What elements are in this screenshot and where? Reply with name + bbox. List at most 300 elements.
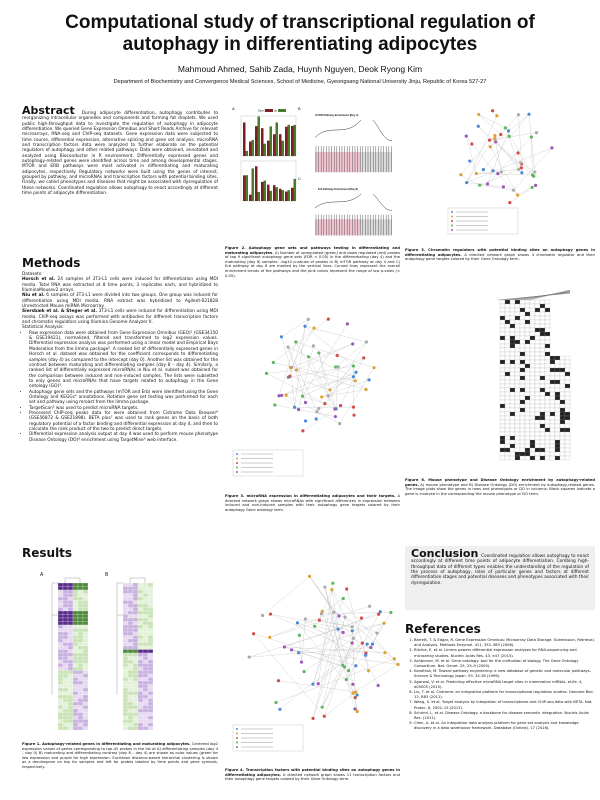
matrix-cell [540, 416, 545, 420]
heatmap-cell [78, 608, 83, 612]
matrix-cell [545, 448, 550, 452]
matrix-cell [535, 388, 540, 392]
matrix-cell [520, 320, 525, 324]
network-edge [281, 319, 308, 336]
matrix-cell [525, 328, 530, 332]
network-node [312, 327, 315, 330]
heatmap-cell [73, 706, 78, 710]
matrix-cell [530, 396, 535, 400]
network-node [352, 406, 355, 409]
heatmap-cell [78, 723, 83, 727]
heatmap-cell [83, 597, 88, 601]
network-node [366, 643, 369, 646]
matrix-cell [505, 368, 510, 372]
matrix-cell [565, 404, 570, 408]
matrix-cell [520, 400, 525, 404]
dataset-item: Niu et al. 6 samples of 3T3-L1 were divided into two groups. One group was induced for differentiation using MDI media. RNA extract was hybridized to Agilent-021828 Unrestricted Mouse miRNA Microarray. [22, 293, 218, 310]
matrix-cell [560, 396, 565, 400]
matrix-cell [515, 340, 520, 344]
heatmap-cell [73, 688, 78, 692]
network-node [294, 340, 297, 343]
heatmap-cell [143, 632, 148, 636]
network-edge [270, 606, 370, 637]
matrix-cell [530, 332, 535, 336]
heatmap-cell [128, 671, 133, 675]
heatmap-cell [138, 608, 143, 612]
matrix-cell [530, 408, 535, 412]
heatmap-cell [128, 657, 133, 661]
matrix-cell [545, 316, 550, 320]
network-node [317, 407, 320, 410]
matrix-cell [525, 428, 530, 432]
matrix-cell [515, 440, 520, 444]
matrix-cell [520, 324, 525, 328]
network-edge [275, 405, 336, 417]
matrix-cell [545, 384, 550, 388]
conclusion-text: Coordinated regulation allows autophagy to enact accordingly at different time points of adipocyte differentiation. Combing high-throughput data of different types enables the understanding of the regulation of the process of autophagy, roles of particular genes and factors at different differentiation stages and potential diseases and phenotypes associated with their dysregulation. [411, 554, 590, 586]
heatmap-cell [123, 702, 128, 706]
network-node [304, 401, 307, 404]
network-edge [299, 346, 314, 410]
matrix-cell [525, 320, 530, 324]
heatmap-cell [58, 723, 63, 727]
matrix-cell [520, 432, 525, 436]
matrix-cell [520, 304, 525, 308]
heatmap-cell [73, 678, 78, 682]
matrix-cell [510, 428, 515, 432]
heatmap-cell [133, 639, 138, 643]
matrix-cell [545, 424, 550, 428]
matrix-cell [530, 424, 535, 428]
matrix-cell [540, 388, 545, 392]
matrix-cell [535, 420, 540, 424]
network-node [361, 641, 364, 644]
heatmap-cell [78, 601, 83, 605]
heatmap-cell [148, 646, 153, 650]
heatmap-cell [133, 625, 138, 629]
heatmap-cell [148, 618, 153, 622]
matrix-cell [550, 424, 555, 428]
matrix-cell [525, 344, 530, 348]
network-node [307, 355, 310, 358]
heatmap-cell [143, 639, 148, 643]
heatmap-cell [78, 650, 83, 654]
network-node [507, 129, 510, 132]
matrix-cell [540, 300, 545, 304]
heatmap-cell [148, 583, 153, 587]
heatmap-cell [68, 653, 73, 657]
matrix-cell [520, 300, 525, 304]
fig4-tf-network [228, 545, 400, 760]
matrix-cell [505, 372, 510, 376]
heatmap-cell [133, 723, 138, 727]
heatmap-cell [68, 681, 73, 685]
network-node [317, 682, 320, 685]
network-node [343, 615, 346, 618]
network-node [350, 641, 353, 644]
heatmap-cell [68, 611, 73, 615]
matrix-cell [545, 312, 550, 316]
matrix-cell [530, 344, 535, 348]
matrix-cell [530, 304, 535, 308]
heatmap-cell [63, 660, 68, 664]
methods-section [22, 272, 218, 443]
heatmap-cell [78, 583, 83, 587]
matrix-cell [510, 420, 515, 424]
heatmap-cell [73, 604, 78, 608]
heatmap-cell [78, 716, 83, 720]
heatmap-cell [128, 678, 133, 682]
stats-item: • Processed ChIP-seq peaks data for were obtained from Cistrome Data Browser⁶ (GSE56872 & GSE21898). BETA plus⁷ was used to rank genes on the basis of both regulatory potential of a factor binding and differential expression at day 4, and then to calculate the rank product of the two to predict direct targets. [29, 411, 218, 432]
heatmap-cell [138, 664, 143, 668]
matrix-cell [535, 432, 540, 436]
matrix-cell [520, 340, 525, 344]
matrix-cell [515, 300, 520, 304]
matrix-cell [520, 428, 525, 432]
heatmap-cell [58, 699, 63, 703]
matrix-cell [505, 388, 510, 392]
matrix-cell [510, 432, 515, 436]
bar-up [252, 140, 255, 156]
legend-swatch [236, 746, 238, 748]
matrix-cell [510, 416, 515, 420]
reference-item: 2. Ritchie, E. et al. Limma powers differential expression analyses for RNA-sequencing and microarray studies. Nucleic Acids Res. 43, e47 (2015). [414, 648, 595, 658]
matrix-cell [510, 388, 515, 392]
matrix-cell [545, 360, 550, 364]
matrix-cell [510, 412, 515, 416]
network-edge [332, 590, 378, 686]
bar-up [270, 191, 273, 201]
bar-down [261, 182, 264, 201]
heatmap-cell [138, 702, 143, 706]
network-node [517, 168, 520, 171]
matrix-cell [535, 456, 540, 460]
matrix-cell [520, 444, 525, 448]
matrix-cell [550, 408, 555, 412]
heatmap-cell [78, 660, 83, 664]
legend-swatch [236, 737, 238, 739]
heatmap-cell [78, 653, 83, 657]
heatmap-cell [83, 671, 88, 675]
matrix-cell [550, 448, 555, 452]
heatmap-cell [128, 615, 133, 619]
heatmap-cell [83, 685, 88, 689]
network-node [252, 632, 255, 635]
matrix-cell [535, 412, 540, 416]
network-node [269, 612, 272, 615]
matrix-cell [550, 396, 555, 400]
network-node [272, 361, 275, 364]
matrix-cell [510, 360, 515, 364]
matrix-cell [555, 424, 560, 428]
heatmap-cell [68, 713, 73, 717]
heatmap-cell [123, 601, 128, 605]
network-node [389, 611, 392, 614]
reference-item: 7. Wang, S. et al. Target analysis by integration of transcriptome and ChIP-seq data with BETA. Nat. Protoc. 8, 2502–15 (2013). [414, 700, 595, 710]
matrix-cell [545, 368, 550, 372]
stats-item: • Differential expression analysis output at day 4 was used to perform mouse phenotype Disease Ontology (DO)⁸ enrichment using TargetMine⁹ web interface. [29, 432, 218, 443]
network-node [491, 169, 494, 172]
heatmap-cell [63, 702, 68, 706]
heatmap-cell [73, 671, 78, 675]
matrix-cell [505, 360, 510, 364]
matrix-cell [560, 392, 565, 396]
heatmap-cell [73, 653, 78, 657]
heatmap-cell [78, 678, 83, 682]
matrix-cell [500, 424, 505, 428]
fig2-legend: Down Up [258, 109, 286, 113]
heatmap-cell [63, 625, 68, 629]
heatmap-cell [143, 681, 148, 685]
network-node [331, 582, 334, 585]
matrix-cell [535, 380, 540, 384]
matrix-cell [545, 416, 550, 420]
matrix-cell [515, 344, 520, 348]
matrix-cell [510, 400, 515, 404]
matrix-cell [530, 380, 535, 384]
heatmap-cell [68, 723, 73, 727]
matrix-cell [540, 316, 545, 320]
matrix-cell [525, 376, 530, 380]
heatmap-cell [68, 664, 73, 668]
heatmap-cell [58, 695, 63, 699]
network-node [297, 651, 300, 654]
network-node [342, 597, 345, 600]
matrix-cell [560, 408, 565, 412]
heatmap-cell [68, 720, 73, 724]
heatmap-cell [83, 688, 88, 692]
bar-down [291, 126, 294, 156]
matrix-cell [520, 452, 525, 456]
matrix-cell [560, 412, 565, 416]
heatmap-cell [133, 695, 138, 699]
reference-item: 1. Barrett, T. & Edgar, R. Gene Expression Omnibus: Microarray Data Storage, Submission, Retrieval, and Analysis. Methods Enzymol. 411, 352–369 (2006). [414, 638, 595, 648]
heatmap-cell [78, 709, 83, 713]
heatmap-cell [83, 601, 88, 605]
heatmap-cell [73, 702, 78, 706]
matrix-cell [535, 300, 540, 304]
network-edge [322, 611, 355, 697]
heatmap-cell [133, 622, 138, 626]
matrix-cell [505, 364, 510, 368]
heatmap-cell [138, 653, 143, 657]
heatmap-cell [68, 646, 73, 650]
network-node [519, 161, 522, 164]
network-edge [313, 616, 339, 718]
heatmap-cell [123, 688, 128, 692]
heatmap-cell [123, 611, 128, 615]
legend-swatch [236, 467, 238, 469]
matrix-cell [540, 432, 545, 436]
heatmap-cell [68, 590, 73, 594]
matrix-cell [535, 368, 540, 372]
matrix-cell [505, 336, 510, 340]
matrix-cell [505, 308, 510, 312]
heatmap-cell [58, 667, 63, 671]
heatmap-cell [123, 695, 128, 699]
matrix-cell [545, 376, 550, 380]
heatmap-cell [63, 720, 68, 724]
matrix-cell [535, 440, 540, 444]
matrix-cell [510, 448, 515, 452]
matrix-cell [505, 396, 510, 400]
heatmap-cell [128, 674, 133, 678]
heatmap-cell [73, 636, 78, 640]
bar-up [294, 179, 297, 201]
matrix-cell [515, 336, 520, 340]
network-node [345, 587, 348, 590]
matrix-cell [545, 356, 550, 360]
matrix-cell [530, 400, 535, 404]
matrix-cell [510, 312, 515, 316]
matrix-cell [555, 388, 560, 392]
heatmap-cell [83, 713, 88, 717]
heatmap-cell [73, 632, 78, 636]
network-edge [467, 183, 504, 187]
heatmap-cell [143, 646, 148, 650]
matrix-cell [500, 412, 505, 416]
matrix-cell [520, 316, 525, 320]
heatmap-cell [63, 639, 68, 643]
heatmap-cell [73, 639, 78, 643]
matrix-cell [560, 368, 565, 372]
network-edge [284, 614, 378, 647]
matrix-cell [525, 316, 530, 320]
matrix-cell [545, 452, 550, 456]
heatmap-cell [128, 664, 133, 668]
bar-up [252, 168, 255, 201]
matrix-cell [525, 392, 530, 396]
matrix-cell [545, 300, 550, 304]
matrix-cell [505, 356, 510, 360]
heatmap-cell [143, 678, 148, 682]
heatmap-cell [143, 587, 148, 591]
matrix-cell [525, 440, 530, 444]
heatmap-cell [143, 601, 148, 605]
heatmap-cell [133, 702, 138, 706]
network-node [502, 185, 505, 188]
matrix-cell [505, 304, 510, 308]
heatmap-cell [73, 622, 78, 626]
fig1-panel-a-label: A [40, 572, 44, 578]
heatmap-cell [83, 608, 88, 612]
matrix-cell [510, 340, 515, 344]
network-edge [288, 347, 317, 412]
heatmap-cell [128, 709, 133, 713]
heatmap-cell [133, 611, 138, 615]
heatmap-cell [83, 664, 88, 668]
heatmap-cell [73, 664, 78, 668]
matrix-cell [535, 404, 540, 408]
network-edge [518, 115, 521, 164]
network-edge [495, 139, 502, 172]
network-node [354, 371, 357, 374]
heatmap-cell [73, 590, 78, 594]
matrix-cell [520, 396, 525, 400]
heatmap-cell [123, 664, 128, 668]
matrix-cell [515, 332, 520, 336]
matrix-cell [545, 352, 550, 356]
network-node [533, 170, 536, 173]
network-node [377, 684, 380, 687]
matrix-cell [560, 404, 565, 408]
heatmap-cell [138, 709, 143, 713]
matrix-cell [560, 452, 565, 456]
matrix-cell [545, 364, 550, 368]
network-node [337, 614, 340, 617]
network-node [375, 632, 378, 635]
heatmap-cell [58, 643, 63, 647]
heatmap-cell [138, 639, 143, 643]
heatmap-cell [78, 664, 83, 668]
matrix-cell [520, 364, 525, 368]
matrix-cell [550, 436, 555, 440]
network-node [293, 406, 296, 409]
matrix-cell [500, 356, 505, 360]
heatmap-cell [133, 583, 138, 587]
heatmap-cell [73, 713, 78, 717]
matrix-cell [535, 344, 540, 348]
matrix-cell [560, 356, 565, 360]
matrix-cell [510, 372, 515, 376]
heatmap-cell [78, 587, 83, 591]
network-node [465, 181, 468, 184]
heatmap-cell [143, 657, 148, 661]
heatmap-cell [63, 671, 68, 675]
heatmap-cell [133, 709, 138, 713]
matrix-cell [555, 364, 560, 368]
fig1-heatmap-b [115, 575, 155, 730]
heatmap-cell [63, 597, 68, 601]
heatmap-cell [63, 583, 68, 587]
heatmap-cell [58, 727, 63, 731]
heatmap-cell [58, 597, 63, 601]
heatmap-cell [68, 727, 73, 731]
references-list [405, 638, 595, 732]
heatmap-cell [128, 643, 133, 647]
matrix-cell [540, 376, 545, 380]
heatmap-cell [123, 597, 128, 601]
heatmap-cell [138, 706, 143, 710]
heatmap-cell [143, 622, 148, 626]
heatmap-cell [63, 643, 68, 647]
heatmap-cell [123, 716, 128, 720]
heatmap-cell [123, 643, 128, 647]
matrix-cell [545, 332, 550, 336]
heatmap-cell [68, 643, 73, 647]
matrix-cell [515, 432, 520, 436]
matrix-cell [500, 452, 505, 456]
heatmap-cell [58, 636, 63, 640]
heatmap-cell [123, 660, 128, 664]
matrix-cell [540, 368, 545, 372]
bar-up [264, 181, 267, 201]
heatmap-cell [123, 709, 128, 713]
matrix-cell [545, 404, 550, 408]
heatmap-cell [123, 636, 128, 640]
heatmap-cell [73, 597, 78, 601]
matrix-cell [520, 348, 525, 352]
heatmap-cell [83, 695, 88, 699]
heatmap-cell [143, 674, 148, 678]
heatmap-cell [63, 608, 68, 612]
reference-item: 5. Agarwal, V. et al. Predicting effective microRNA target sites in mammalian mRNAs. eLife. 4, e05005 (2015). [414, 680, 595, 690]
network-edge [254, 634, 325, 717]
matrix-cell [505, 452, 510, 456]
matrix-cell [500, 336, 505, 340]
heatmap-cell [73, 587, 78, 591]
heatmap-cell [133, 629, 138, 633]
